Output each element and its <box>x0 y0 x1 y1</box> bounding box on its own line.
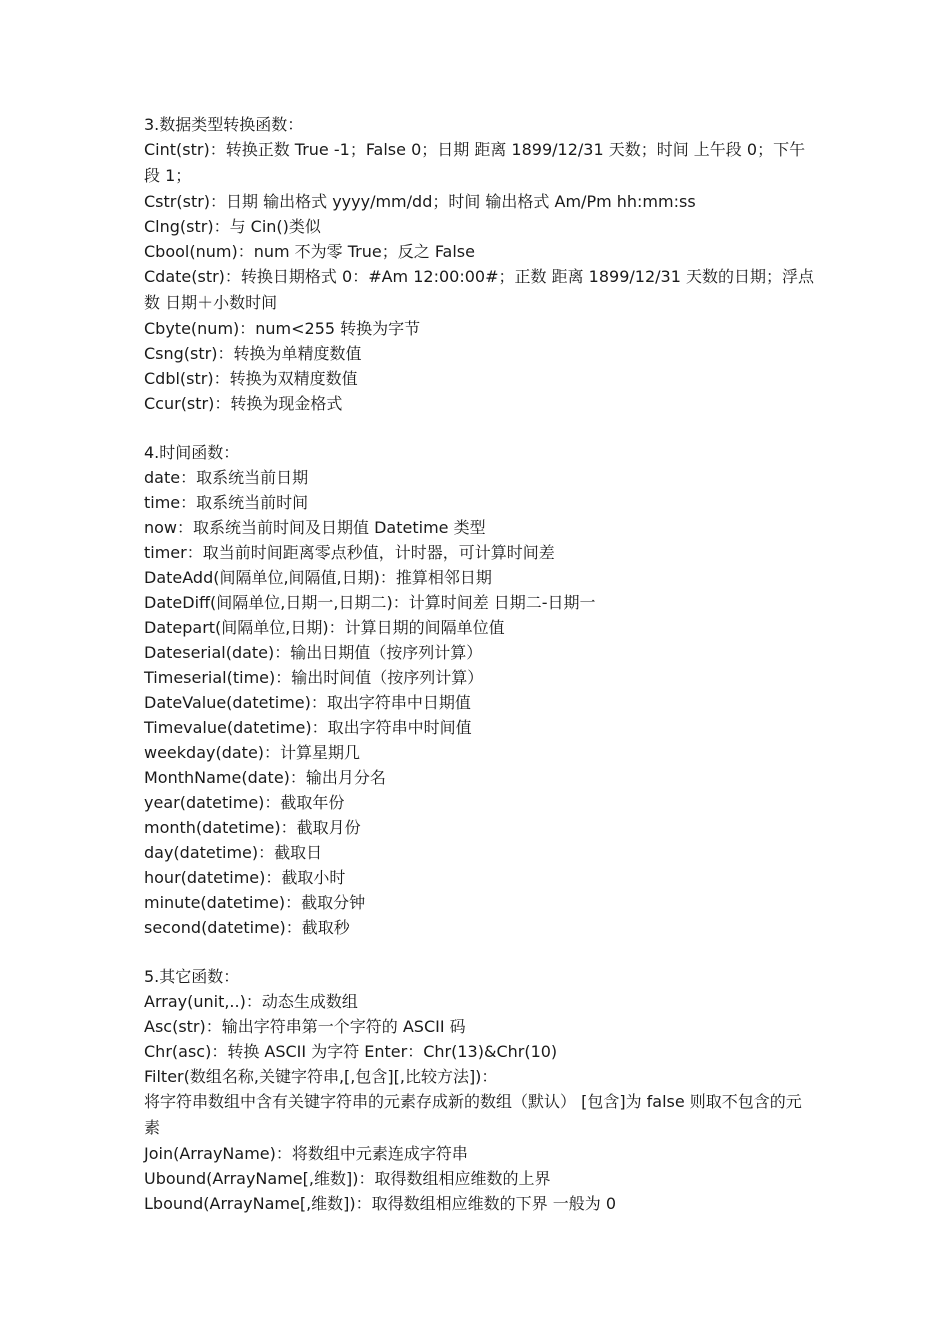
text-line-cbyte: Cbyte(num)：num<255 转换为字节 <box>144 319 421 338</box>
text-line-cdbl: Cdbl(str)：转换为双精度数值 <box>144 369 358 388</box>
text-line-array: Array(unit,..)：动态生成数组 <box>144 992 358 1011</box>
section-spacer <box>144 416 814 440</box>
text-line-filter-desc: 将字符串数组中含有关键字符串的元素存成新的数组（默认） [包含]为 false 则取不包含的元素 <box>144 1092 802 1137</box>
text-line-csng: Csng(str)：转换为单精度数值 <box>144 344 362 363</box>
text-line-asc: Asc(str)：输出字符串第一个字符的 ASCII 码 <box>144 1017 466 1036</box>
text-line-ccur: Ccur(str)：转换为现金格式 <box>144 394 343 413</box>
text-line-cint: Cint(str)：转换正数 True -1；False 0；日期 距离 1899/12/31 天数；时间 上午段 0；下午段 1； <box>144 140 806 185</box>
section-heading: 4.时间函数： <box>144 443 240 462</box>
text-line-date: date：取系统当前日期 <box>144 468 309 487</box>
text-line-timeserial: Timeserial(time)：输出时间值（按序列计算） <box>144 668 484 687</box>
text-line-chr: Chr(asc)：转换 ASCII 为字符 Enter：Chr(13)&Chr(10) <box>144 1042 558 1061</box>
text-line-join: Join(ArrayName)：将数组中元素连成字符串 <box>144 1144 468 1163</box>
text-line-lbound: Lbound(ArrayName[,维数])：取得数组相应维数的下界 一般为 0 <box>144 1194 617 1213</box>
text-line-datevalue: DateValue(datetime)：取出字符串中日期值 <box>144 693 471 712</box>
section-spacer <box>144 940 814 964</box>
text-line-year: year(datetime)：截取年份 <box>144 793 345 812</box>
text-line-clng: Clng(str)：与 Cin()类似 <box>144 217 321 236</box>
document-page <box>144 112 814 1216</box>
text-line-dateadd: DateAdd(间隔单位,间隔值,日期)：推算相邻日期 <box>144 568 492 587</box>
section-heading: 5.其它函数： <box>144 967 240 986</box>
section-other-functions <box>144 964 814 1216</box>
text-line-now: now：取系统当前时间及日期值 Datetime 类型 <box>144 518 486 537</box>
text-line-filter: Filter(数组名称,关键字符串,[,包含][,比较方法])： <box>144 1067 498 1086</box>
text-line-dateserial: Dateserial(date)：输出日期值（按序列计算） <box>144 643 483 662</box>
text-line-cbool: Cbool(num)：num 不为零 True；反之 False <box>144 242 475 261</box>
section-type-conversion <box>144 112 814 416</box>
text-line-monthname: MonthName(date)：输出月分名 <box>144 768 386 787</box>
text-line-minute: minute(datetime)：截取分钟 <box>144 893 366 912</box>
text-line-ubound: Ubound(ArrayName[,维数])：取得数组相应维数的上界 <box>144 1169 551 1188</box>
text-line-datepart: Datepart(间隔单位,日期)：计算日期的间隔单位值 <box>144 618 505 637</box>
text-line-cstr: Cstr(str)：日期 输出格式 yyyy/mm/dd；时间 输出格式 Am/Pm hh:mm:ss <box>144 192 696 211</box>
text-line-timevalue: Timevalue(datetime)：取出字符串中时间值 <box>144 718 472 737</box>
text-line-second: second(datetime)：截取秒 <box>144 918 350 937</box>
text-line-datediff: DateDiff(间隔单位,日期一,日期二)：计算时间差 日期二-日期一 <box>144 593 596 612</box>
text-line-time: time：取系统当前时间 <box>144 493 309 512</box>
text-line-weekday: weekday(date)：计算星期几 <box>144 743 361 762</box>
text-line-timer: timer：取当前时间距离零点秒值，计时器，可计算时间差 <box>144 543 555 562</box>
text-line-cdate: Cdate(str)：转换日期格式 0：#Am 12:00:00#；正数 距离 1899/12/31 天数的日期；浮点数 日期＋小数时间 <box>144 267 814 312</box>
text-line-day: day(datetime)：截取日 <box>144 843 323 862</box>
section-time-functions <box>144 440 814 940</box>
section-heading: 3.数据类型转换函数： <box>144 115 304 134</box>
text-line-hour: hour(datetime)：截取小时 <box>144 868 346 887</box>
text-line-month: month(datetime)：截取月份 <box>144 818 361 837</box>
